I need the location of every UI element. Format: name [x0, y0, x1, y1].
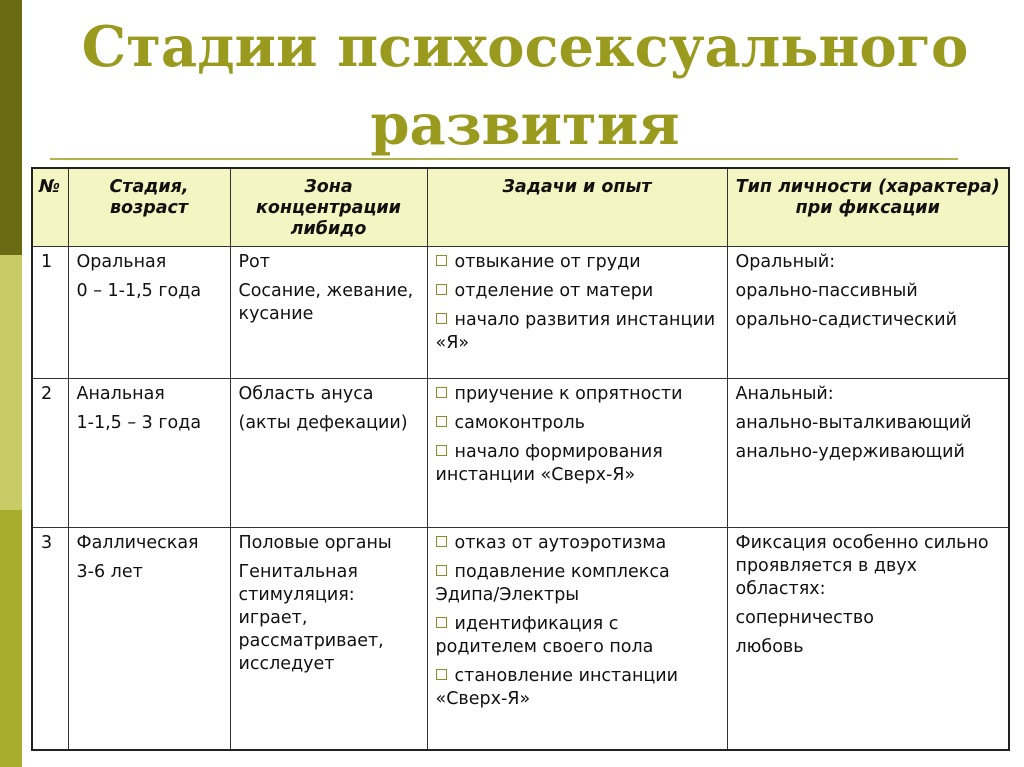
stage-age: 1-1,5 – 3 года: [76, 412, 202, 433]
row-type: [727, 246, 1009, 378]
title-underline: [50, 158, 958, 160]
table-header-row: [32, 168, 1009, 246]
square-bullet-icon: [436, 255, 447, 266]
type-text: орально-пассивный: [735, 280, 918, 301]
task-item: становление инстанции «Сверх-Я»: [435, 665, 679, 709]
table-row: [32, 527, 1009, 750]
stage-age: 3-6 лет: [76, 561, 143, 582]
stage-age: 0 – 1-1,5 года: [76, 280, 202, 301]
type-text: орально-садистический: [735, 309, 958, 330]
row-zone: [230, 378, 427, 527]
row-num: 3: [32, 527, 68, 750]
row-stage: [68, 246, 230, 378]
side-bar-top: [0, 0, 22, 255]
stage-name: Анальная: [76, 383, 165, 404]
task-item: приучение к опрятности: [436, 383, 719, 406]
zone-text: (акты дефекации): [238, 412, 408, 433]
square-bullet-icon: [436, 416, 447, 427]
row-tasks: [427, 378, 727, 527]
zone-text: Половые органы: [238, 532, 392, 553]
row-type: [727, 527, 1009, 750]
square-bullet-icon: [436, 669, 447, 680]
zone-text: Сосание, жевание, кусание: [238, 280, 414, 324]
row-num: 2: [32, 378, 68, 527]
stage-name: Фаллическая: [76, 532, 199, 553]
header-zone: Зона концентрации либидо: [230, 168, 427, 246]
type-text: анально-удерживающий: [735, 441, 965, 462]
task-item: начало формирования инстанции «Сверх-Я»: [435, 441, 663, 485]
zone-text: Рот: [238, 251, 270, 272]
header-tasks: Задачи и опыт: [427, 168, 727, 246]
stage-name: Оральная: [76, 251, 167, 272]
square-bullet-icon: [436, 313, 447, 324]
task-item: начало развития инстанции «Я»: [435, 309, 716, 353]
header-stage: Стадия, возраст: [68, 168, 230, 246]
row-zone: [230, 246, 427, 378]
zone-text: Генитальная стимуляция: играет, рассматривает, исследует: [238, 561, 384, 674]
type-text: Фиксация особенно сильно проявляется в двух областях:: [735, 532, 989, 599]
table-row: [32, 246, 1009, 378]
square-bullet-icon: [436, 445, 447, 456]
header-type: Тип личности (характера) при фиксации: [727, 168, 1009, 246]
task-item: отвыкание от груди: [436, 251, 719, 274]
square-bullet-icon: [436, 387, 447, 398]
square-bullet-icon: [436, 284, 447, 295]
row-stage: [68, 378, 230, 527]
type-text: Оральный:: [735, 251, 836, 272]
task-item: подавление комплекса Эдипа/Электры: [435, 561, 670, 605]
type-text: Анальный:: [735, 383, 834, 404]
type-text: соперничество: [735, 607, 874, 628]
square-bullet-icon: [436, 536, 447, 547]
task-item: самоконтроль: [436, 412, 719, 435]
task-item: отказ от аутоэротизма: [436, 532, 719, 555]
row-stage: [68, 527, 230, 750]
header-num: №: [32, 168, 68, 246]
type-text: анально-выталкивающий: [735, 412, 972, 433]
type-text: любовь: [735, 636, 804, 657]
row-type: [727, 378, 1009, 527]
zone-text: Область ануса: [238, 383, 374, 404]
square-bullet-icon: [436, 617, 447, 628]
table-row: [32, 378, 1009, 527]
side-bar-bottom: [0, 510, 22, 767]
square-bullet-icon: [436, 565, 447, 576]
side-bar-middle: [0, 255, 22, 510]
task-item: отделение от матери: [436, 280, 719, 303]
row-num: 1: [32, 246, 68, 378]
row-zone: [230, 527, 427, 750]
row-tasks: [427, 527, 727, 750]
task-item: идентификация с родителем своего пола: [435, 613, 654, 657]
page-title: Стадии психосексуального развития: [81, 14, 969, 158]
row-tasks: [427, 246, 727, 378]
stages-table: [31, 167, 1010, 751]
